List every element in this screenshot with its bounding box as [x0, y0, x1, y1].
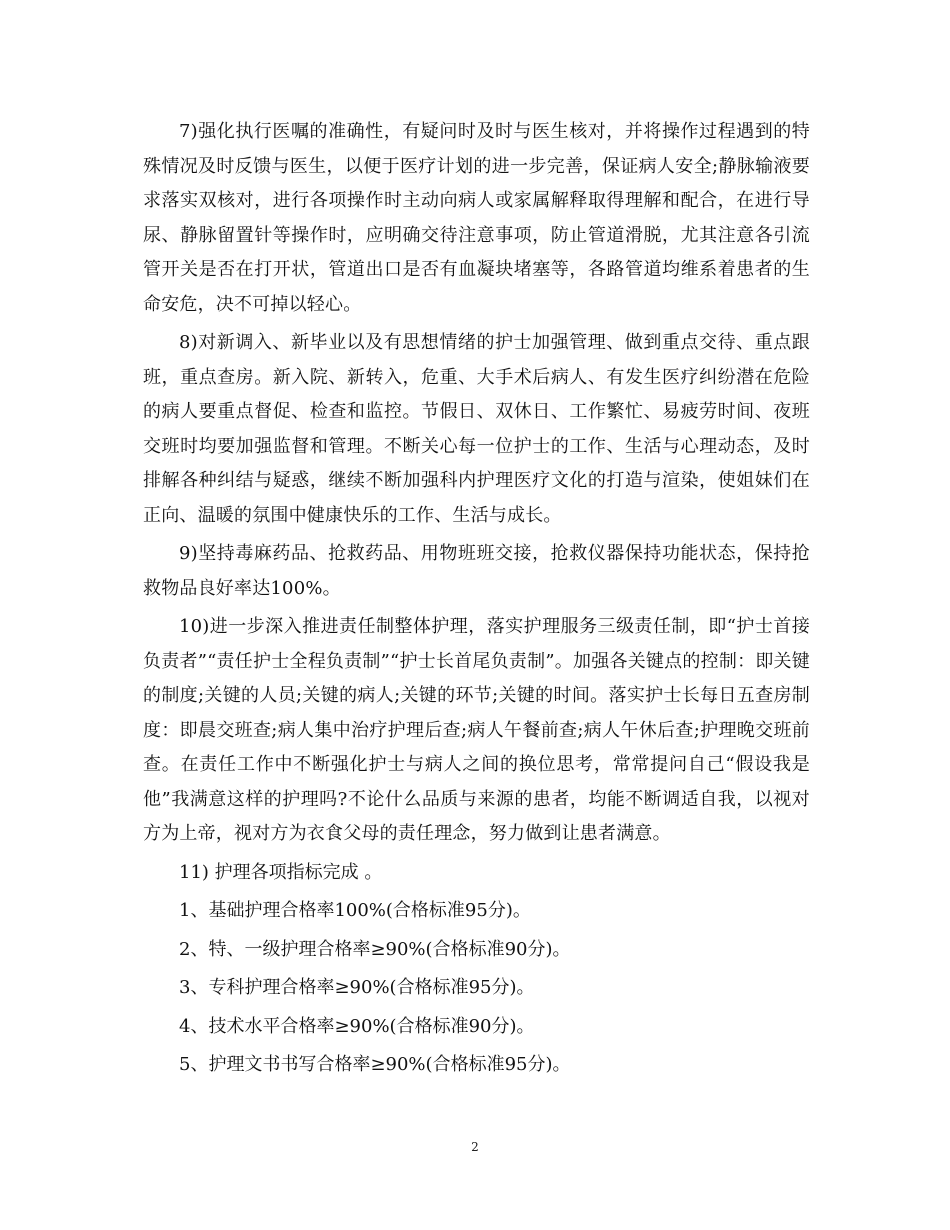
indicator-item-2: 2、特、一级护理合格率≥90%(合格标准90分)。: [179, 938, 571, 960]
document-body: [143, 115, 810, 1087]
indicator-item-5: 5、护理文书书写合格率≥90%(合格标准95分)。: [179, 1054, 571, 1075]
paragraph-7: 7)强化执行医嘱的准确性，有疑问时及时与医生核对，并将操作过程遇到的特殊情况及时反馈与医生，以便于医疗计划的进一步完善，保证病人安全;静脉输液要求落实双核对，进行各项操作时主动向病人或家属解释取得理解和配合，在进行导尿、静脉留置针等操作时，应明确交待注意事项，防止管道滑脱，尤其注意各引流管开关是否在打开状，管道出口是否有血凝块堵塞等，各路管道均维系着患者的生命安危，决不可掉以轻心。: [143, 121, 810, 315]
indicator-item-4: 4、技术水平合格率≥90%(合格标准90分)。: [179, 1015, 535, 1037]
indicator-item-3: 3、专科护理合格率≥90%(合格标准95分)。: [179, 977, 535, 998]
page-number: 2: [471, 1140, 479, 1154]
indicator-item-1: 1、基础护理合格率100%(合格标准95分)。: [179, 900, 531, 921]
paragraph-10: 10)进一步深入推进责任制整体护理，落实护理服务三级责任制，即“护士首接负责者”“责任护士全程负责制”“护士长首尾负责制”。加强各关键点的控制：即关键的制度;关键的人员;关键的病人;关键的环节;关键的时间。落实护士长每日五查房制度：即晨交班查;病人集中治疗护理后查;病人午餐前查;病人午休后查;护理晚交班前查。在责任工作中不断强化护士与病人之间的换位思考，常常提问自己“假设我是他”我满意这样的护理吗?不论什么品质与来源的患者，均能不断调适自我，以视对方为上帝，视对方为衣食父母的责任理念，努力做到让患者满意。: [143, 616, 810, 844]
indicators-heading: 11) 护理各项指标完成 。: [179, 861, 383, 883]
paragraph-9: 9)坚持毒麻药品、抢救药品、用物班班交接，抢救仪器保持功能状态，保持抢救物品良好率达100%。: [143, 543, 810, 599]
paragraph-8: 8)对新调入、新毕业以及有思想情绪的护士加强管理、做到重点交待、重点跟班，重点查房。新入院、新转入，危重、大手术后病人、有发生医疗纠纷潜在危险的病人要重点督促、检查和监控。节假日、双休日、工作繁忙、易疲劳时间、夜班交班时均要加强监督和管理。不断关心每一位护士的工作、生活与心理动态，及时排解各种纠结与疑惑，继续不断加强科内护理医疗文化的打造与渲染，使姐妹们在正向、温暖的氛围中健康快乐的工作、生活与成长。: [143, 332, 810, 526]
